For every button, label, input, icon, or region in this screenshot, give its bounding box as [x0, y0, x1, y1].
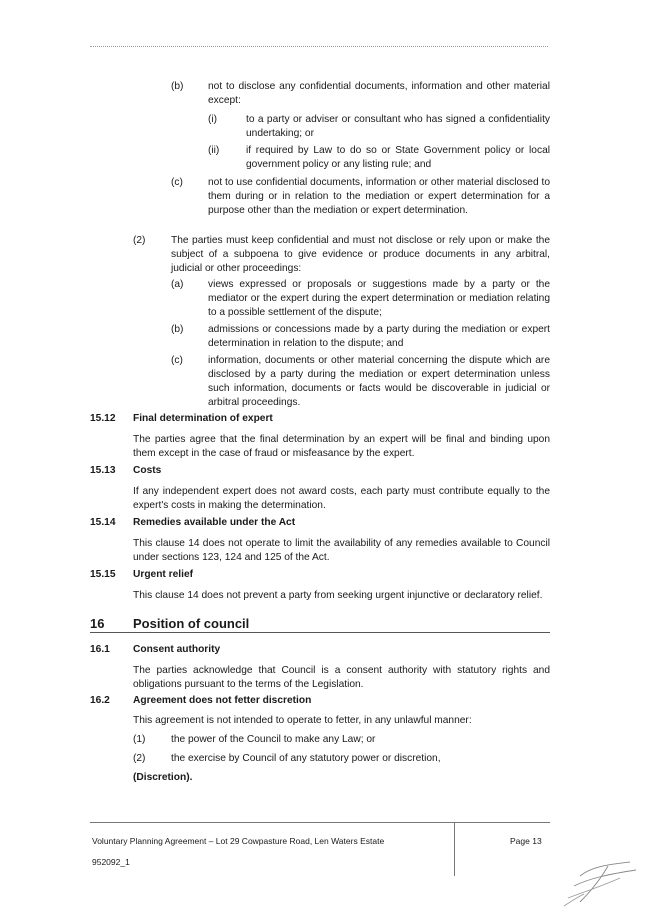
clause-number: 15.14	[90, 517, 116, 528]
signature-initials	[560, 858, 648, 910]
item-label: (2)	[133, 235, 146, 246]
clause-number: 16.1	[90, 644, 110, 655]
paragraph: The parties acknowledge that Council is a consent authority with statutory rights and obligations pursuant to the terms of the Legislation.	[133, 665, 550, 690]
section-title: Position of council	[133, 616, 250, 631]
paragraph: views expressed or proposals or suggestions made by a party or the mediator or the expert during the expert determination or mediation relating to a possible settlement of the dispute;	[208, 279, 550, 318]
clause-number: 15.12	[90, 413, 116, 424]
item-label: (i)	[208, 114, 218, 125]
clause-heading: Consent authority	[133, 644, 221, 655]
header-rule	[90, 46, 548, 47]
paragraph: if required by Law to do so or State Government policy or local government policy or any listing rule; and	[246, 145, 550, 170]
paragraph: This clause 14 does not prevent a party from seeking urgent injunctive or declaratory relief.	[133, 590, 543, 601]
clause-heading: Final determination of expert	[133, 413, 273, 424]
section-rule	[90, 632, 550, 633]
item-label: (1)	[133, 734, 146, 745]
paragraph: This clause 14 does not operate to limit the availability of any remedies available to Council under sections 123, 124 and 125 of the Act.	[133, 538, 550, 563]
clause-number: 15.15	[90, 569, 116, 580]
item-label: (b)	[171, 324, 184, 335]
paragraph: The parties agree that the final determination by an expert will be final and binding upon them except in the case of fraud or misfeasance by the expert.	[133, 434, 550, 459]
paragraph: to a party or adviser or consultant who has signed a confidentiality undertaking; or	[246, 114, 550, 139]
paragraph: not to use confidential documents, information or other material disclosed to them during or in relation to the mediation or expert determination for a purpose other than the mediation or expert determination.	[208, 177, 550, 216]
footer-page-number: Page 13	[510, 836, 542, 846]
paragraph: not to disclose any confidential documents, information and other material except:	[208, 81, 550, 106]
clause-heading: Remedies available under the Act	[133, 517, 296, 528]
paragraph: If any independent expert does not award costs, each party must contribute equally to the expert's costs in making the determination.	[133, 486, 550, 511]
paragraph: the power of the Council to make any Law; or	[171, 734, 376, 745]
clause-number: 16.2	[90, 695, 110, 706]
footer-title: Voluntary Planning Agreement – Lot 29 Cowpasture Road, Len Waters Estate	[92, 836, 385, 846]
item-label: (2)	[133, 753, 146, 764]
item-label: (a)	[171, 279, 184, 290]
clause-heading: Urgent relief	[133, 569, 194, 580]
paragraph: information, documents or other material concerning the dispute which are disclosed by a party during the mediation or expert determination unless such information, documents or facts would be discoverable in judicial or arbitral proceedings.	[208, 355, 550, 408]
clause-heading: Costs	[133, 465, 162, 476]
clause-heading: Agreement does not fetter discretion	[133, 695, 312, 706]
defined-term: (Discretion).	[133, 772, 193, 783]
section-number: 16	[90, 616, 105, 631]
item-label: (ii)	[208, 145, 220, 156]
footer-doc-id: 952092_1	[92, 857, 130, 867]
paragraph: This agreement is not intended to operate to fetter, in any unlawful manner:	[133, 715, 472, 726]
clause-number: 15.13	[90, 465, 116, 476]
footer-divider	[454, 822, 455, 876]
paragraph: admissions or concessions made by a party during the mediation or expert determination in relation to the dispute; and	[208, 324, 550, 349]
item-label: (b)	[171, 81, 184, 92]
item-label: (c)	[171, 355, 183, 366]
paragraph: The parties must keep confidential and must not disclose or rely upon or make the subject of a subpoena to give evidence or produce documents in any arbitral, judicial or other proceedings:	[171, 235, 550, 274]
footer	[90, 822, 550, 882]
item-label: (c)	[171, 177, 183, 188]
paragraph: the exercise by Council of any statutory power or discretion,	[171, 753, 441, 764]
